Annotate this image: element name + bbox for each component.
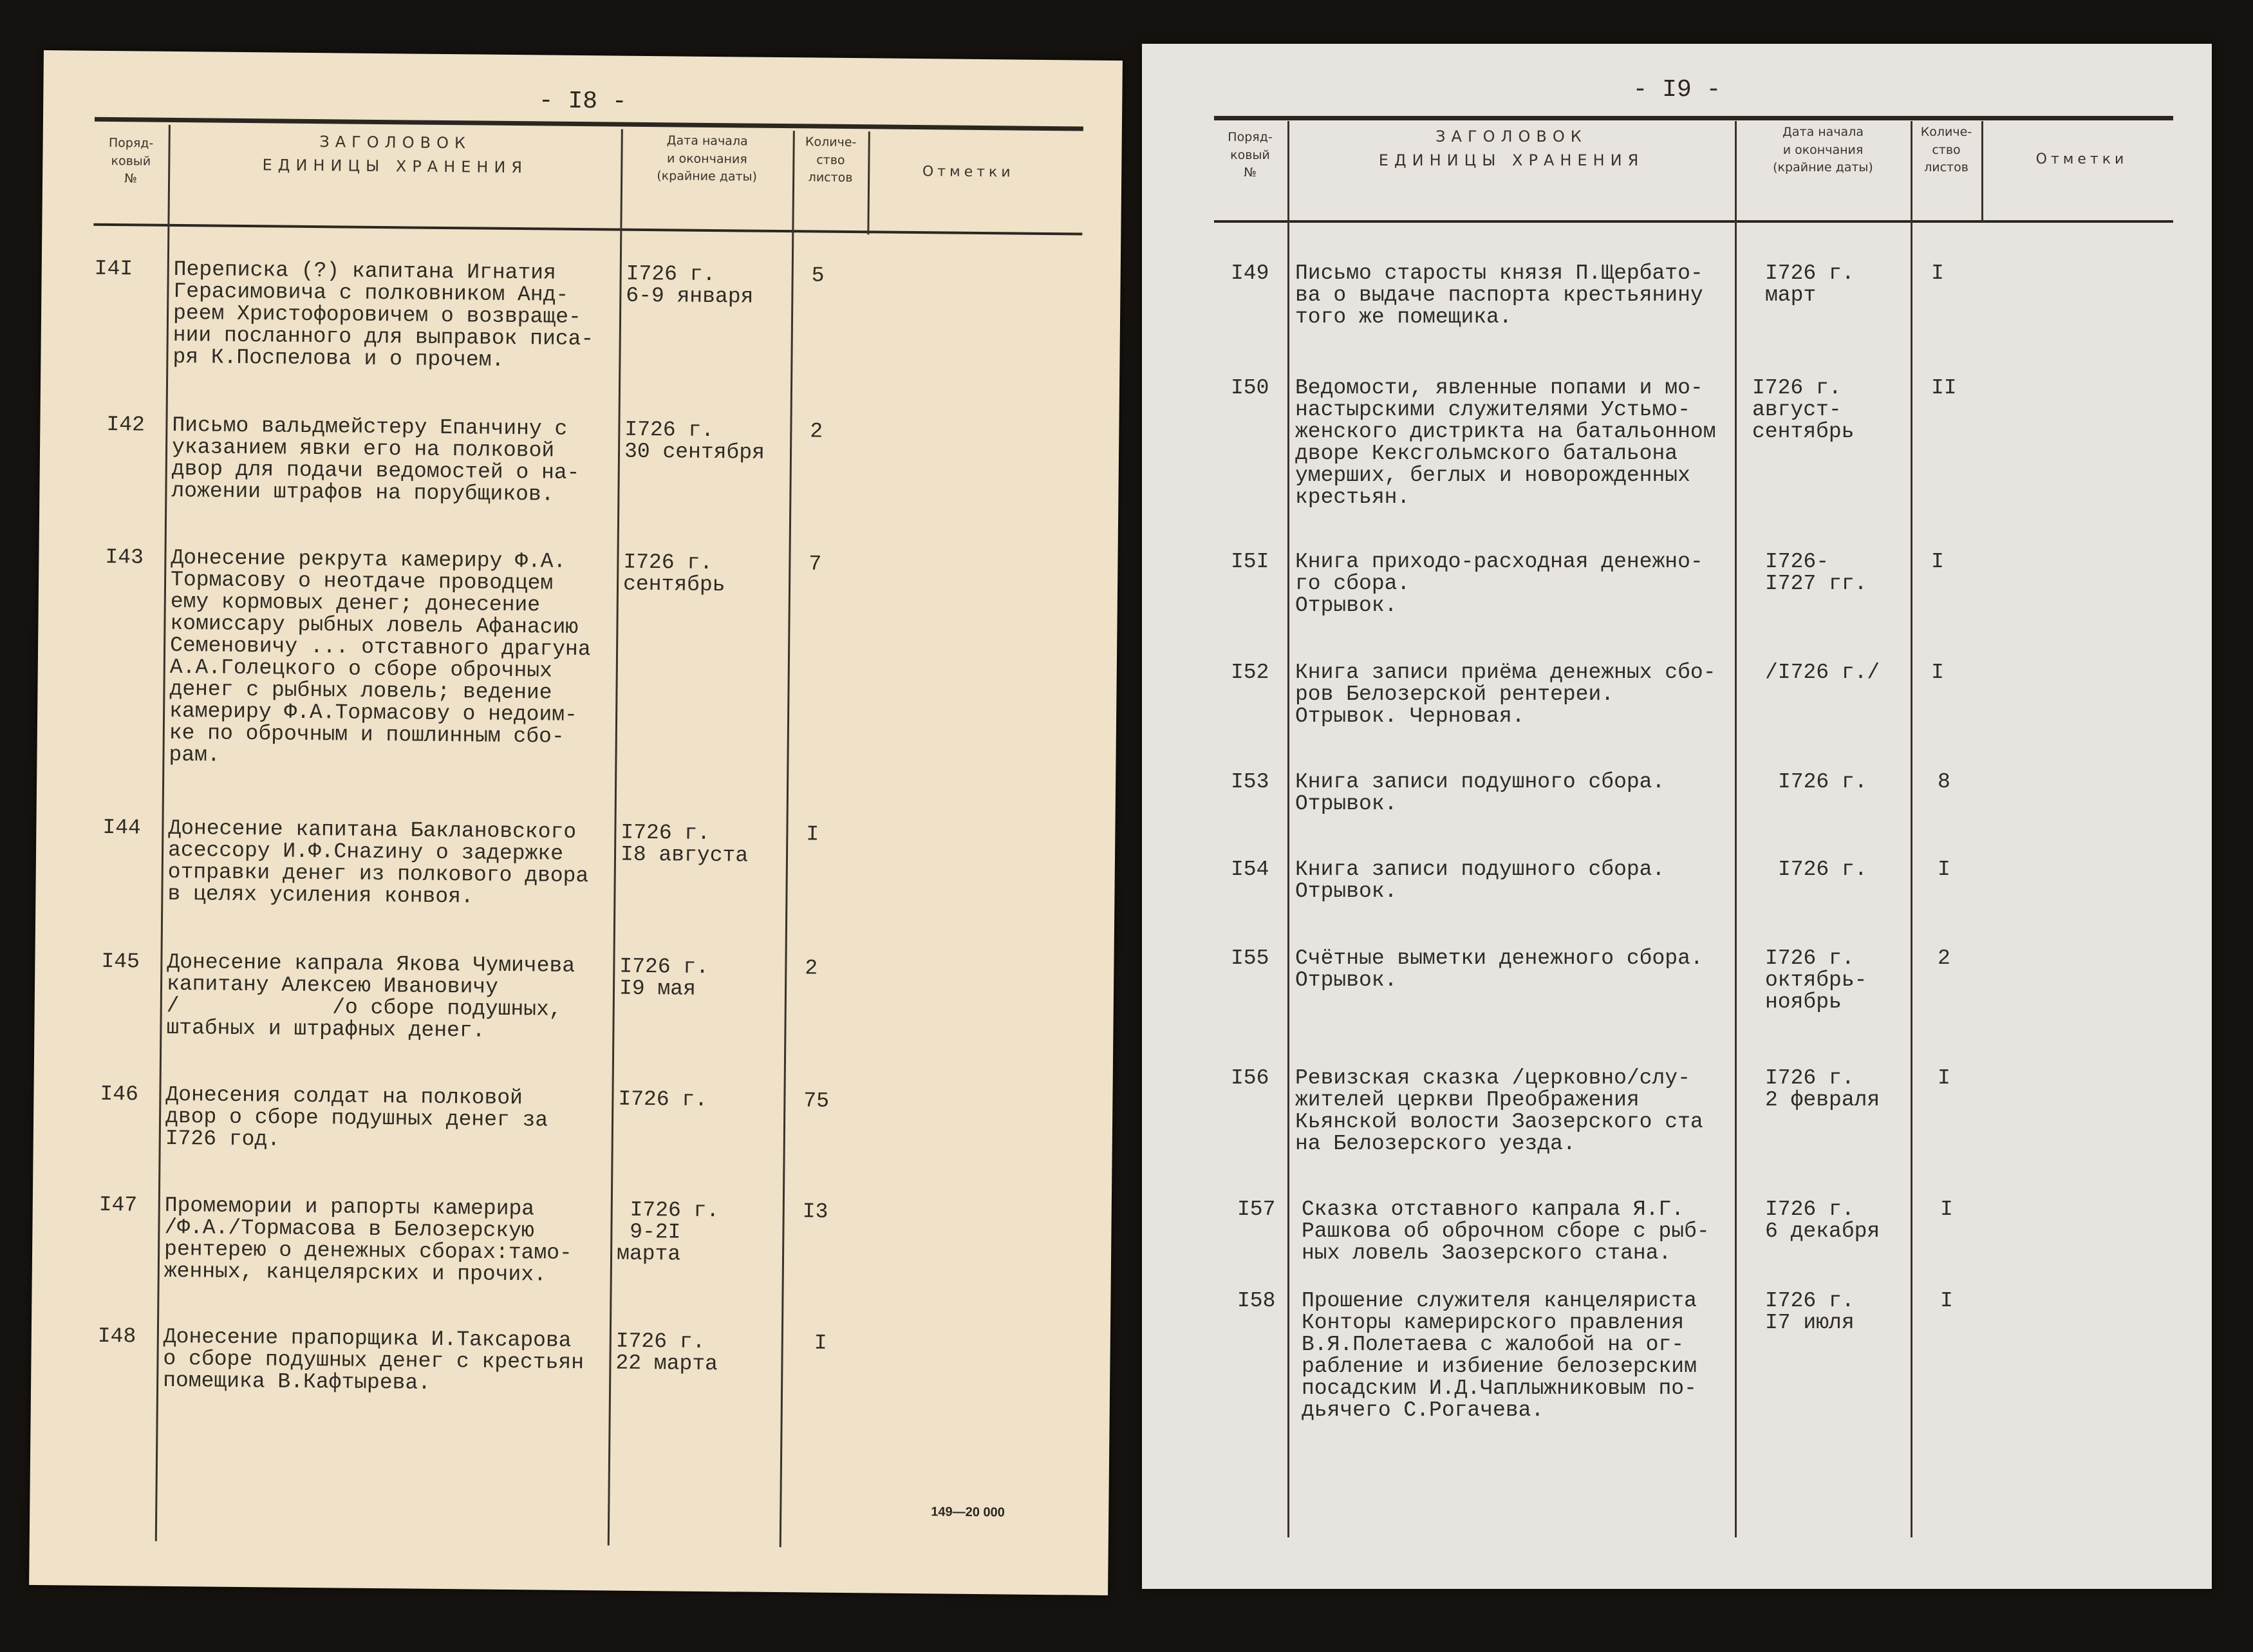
- entry-date: I726 г. март: [1765, 261, 1855, 307]
- entry-title: Книга записи подушного сбора. Отрывок.: [1295, 858, 1665, 903]
- entry-title: Донесения солдат на полковой двор о сборе подушных денег за I726 год.: [165, 1082, 548, 1152]
- entry-number: I43: [105, 545, 144, 570]
- print-mark: 149—20 000: [931, 1505, 1005, 1520]
- column-divider: [1981, 121, 1983, 221]
- entry-number: I4I: [94, 256, 133, 281]
- entry-title: Письмо вальдмейстеру Епанчину с указанием явки его на полковой двор для подачи ведомостей о на- ложении штрафов на порубщиков.: [171, 413, 580, 507]
- entry-number: I54: [1231, 858, 1269, 881]
- entry-date: I726 г.: [618, 1087, 708, 1112]
- entry-title: Ревизская сказка /церковно/слу- жителей церкви Преображения Кьянской волости Заозерского ста на Белозерского уезда.: [1295, 1066, 1703, 1156]
- entry-title: Книга записи приёма денежных сбо- ров Белозерской рентереи. Отрывок. Черновая.: [1295, 661, 1716, 728]
- entry-title: Донесение капрала Якова Чумичева капитану Алексею Ивановичу / /о сборе подушных, штабных и штрафных денег.: [166, 950, 575, 1043]
- entry-date: I726 г. 6 декабря: [1765, 1197, 1880, 1243]
- entry-date: /I726 г./: [1765, 661, 1880, 684]
- entry-number: I58: [1237, 1289, 1276, 1313]
- entry-date: I726 г. 6-9 января: [626, 261, 754, 309]
- header-dates: Дата начала и окончания (крайние даты): [657, 133, 758, 184]
- page-number: - I8 -: [538, 87, 627, 116]
- header-count: Количе- ство листов: [805, 135, 857, 185]
- entry-number: I45: [101, 949, 140, 974]
- entry-count: I3: [802, 1199, 828, 1224]
- entry-number: I55: [1231, 946, 1269, 970]
- entry-count: I: [814, 1331, 827, 1355]
- entry-date: I726 г. I7 июля: [1765, 1289, 1855, 1335]
- header-number: Поряд- ковый №: [1228, 130, 1273, 180]
- entry-title: Книга приходо-расходная денежно- го сбора. Отрывок.: [1295, 550, 1703, 617]
- entry-number: I5I: [1231, 550, 1269, 574]
- entry-number: I50: [1231, 376, 1269, 400]
- column-divider: [867, 131, 870, 234]
- page-number: - I9 -: [1632, 76, 1721, 104]
- entry-date: I726- I727 гг.: [1765, 550, 1867, 596]
- entry-count: I: [1931, 261, 1944, 285]
- entry-title: Письмо старосты князя П.Щербато- ва о выдаче паспорта крестьянину того же помещика.: [1295, 261, 1703, 329]
- entry-count: I: [806, 822, 819, 847]
- column-divider: [1911, 121, 1912, 1537]
- entry-date: I726 г. август- сентябрь: [1752, 376, 1855, 444]
- entry-title: Донесение рекрута камериру Ф.А. Тормасову о неотдаче проводцем ему кормовых денег; донесение комиссару рыбных ловель Афанасию Семеновичу ... отставного драгуна А.А.Голецкого о сборе оброчных денег с рыбных ловель; ведение камериру Ф.А.Тормасову о недоим- ке по оброчным и пошлинным сбо- рам.: [169, 545, 591, 767]
- entry-title: Донесение прапорщика И.Таксарова о сборе подушных денег с крестьян помещика В.Кафтырева.: [162, 1324, 584, 1395]
- entry-number: I42: [106, 412, 145, 437]
- header-title: ЗАГОЛОВОК ЕДИНИЦЫ ХРАНЕНИЯ: [1378, 127, 1645, 170]
- entry-title: Донесение капитана Баклановского асессору И.Ф.Снazину о задержке отправки денег из полкового двора в целях усиления конвоя.: [167, 816, 589, 909]
- entry-number: I52: [1231, 661, 1269, 684]
- left-page: [29, 50, 1123, 1595]
- entry-title: Счётные выметки денежного сбора. Отрывок.: [1295, 946, 1703, 992]
- entry-number: I46: [100, 1082, 139, 1107]
- entry-count: 8: [1938, 770, 1950, 794]
- entry-title: Сказка отставного капрала Я.Г. Рашкова об оброчном сборе с рыб- ных ловель Заозерского стана.: [1302, 1197, 1710, 1265]
- header-bottom-rule: [1214, 220, 2173, 223]
- entry-title: Прошение служителя канцеляриста Конторы камерирского правления В.Я.Полетаева с жалобой на ог- рабление и избиение белозерским посадским И.Д.Чаплыжниковым по- дьячего С.Рогачева.: [1302, 1289, 1697, 1422]
- header-dates: Дата начала и окончания (крайние даты): [1773, 125, 1873, 175]
- header-title: ЗАГОЛОВОК ЕДИНИЦЫ ХРАНЕНИЯ: [262, 133, 528, 177]
- entry-date: I726 г. октябрь- ноябрь: [1765, 946, 1867, 1014]
- entry-date: I726 г. 22 марта: [615, 1329, 718, 1376]
- entry-date: I726 г. 2 февраля: [1765, 1066, 1880, 1112]
- header-bottom-rule: [93, 223, 1082, 236]
- entry-number: I44: [102, 815, 142, 840]
- entry-count: I: [1940, 1289, 1953, 1313]
- header-top-rule: [1214, 116, 2173, 120]
- entry-date: I726 г. 30 сентября: [624, 417, 765, 465]
- entry-date: I726 г.: [1778, 858, 1867, 881]
- header-notes: Отметки: [2035, 151, 2128, 167]
- entry-count: I: [1931, 550, 1944, 574]
- entry-number: I56: [1231, 1066, 1269, 1090]
- entry-count: 2: [810, 419, 823, 444]
- column-divider: [1287, 121, 1289, 1537]
- entry-number: I53: [1231, 770, 1269, 794]
- entry-count: II: [1931, 376, 1957, 400]
- entry-count: I: [1938, 858, 1950, 881]
- entry-title: Ведомости, явленные попами и мо- настырскими служителями Устьмо- женского дистрикта на батальонном дворе Кексгольмского батальона умерших, беглых и новорожденных крестьян.: [1295, 376, 1716, 509]
- entry-date: I726 г. I9 мая: [619, 954, 709, 1001]
- entry-count: 5: [811, 263, 825, 288]
- entry-date: I726 г. I8 августа: [620, 820, 749, 868]
- entry-count: I: [1931, 661, 1944, 684]
- entry-number: I48: [97, 1324, 136, 1349]
- entry-count: I: [1940, 1197, 1953, 1221]
- entry-number: I57: [1237, 1197, 1276, 1221]
- entry-number: I49: [1231, 261, 1269, 285]
- entry-title: Переписка (?) капитана Игнатия Герасимовича с полковником Анд- реем Христофоровичем о возвраще- нии посланного для выправок писа- ря К.Поспелова и о прочем.: [173, 257, 594, 372]
- entry-date: I726 г. сентябрь: [622, 550, 725, 597]
- column-divider: [1735, 121, 1737, 1537]
- entry-count: 75: [803, 1089, 830, 1113]
- column-divider: [780, 131, 795, 1547]
- entry-count: I: [1938, 1066, 1950, 1090]
- entry-count: 2: [1938, 946, 1950, 970]
- right-page: [1142, 44, 2212, 1589]
- header-count: Количе- ство листов: [1920, 125, 1972, 175]
- entry-count: 7: [809, 552, 822, 576]
- entry-title: Книга записи подушного сбора. Отрывок.: [1295, 770, 1665, 816]
- entry-number: I47: [98, 1192, 138, 1217]
- header-notes: Отметки: [922, 164, 1014, 181]
- entry-title: Промемории и рапорты камерира /Ф.А./Тормасова в Белозерскую рентерею о денежных сборах:тамо- женных, канцелярских и прочих.: [164, 1193, 572, 1287]
- header-number: Поряд- ковый №: [108, 135, 154, 186]
- entry-count: 2: [805, 956, 818, 981]
- entry-date: I726 г.: [1778, 770, 1867, 794]
- entry-date: I726 г. 9-2I марта: [616, 1197, 720, 1266]
